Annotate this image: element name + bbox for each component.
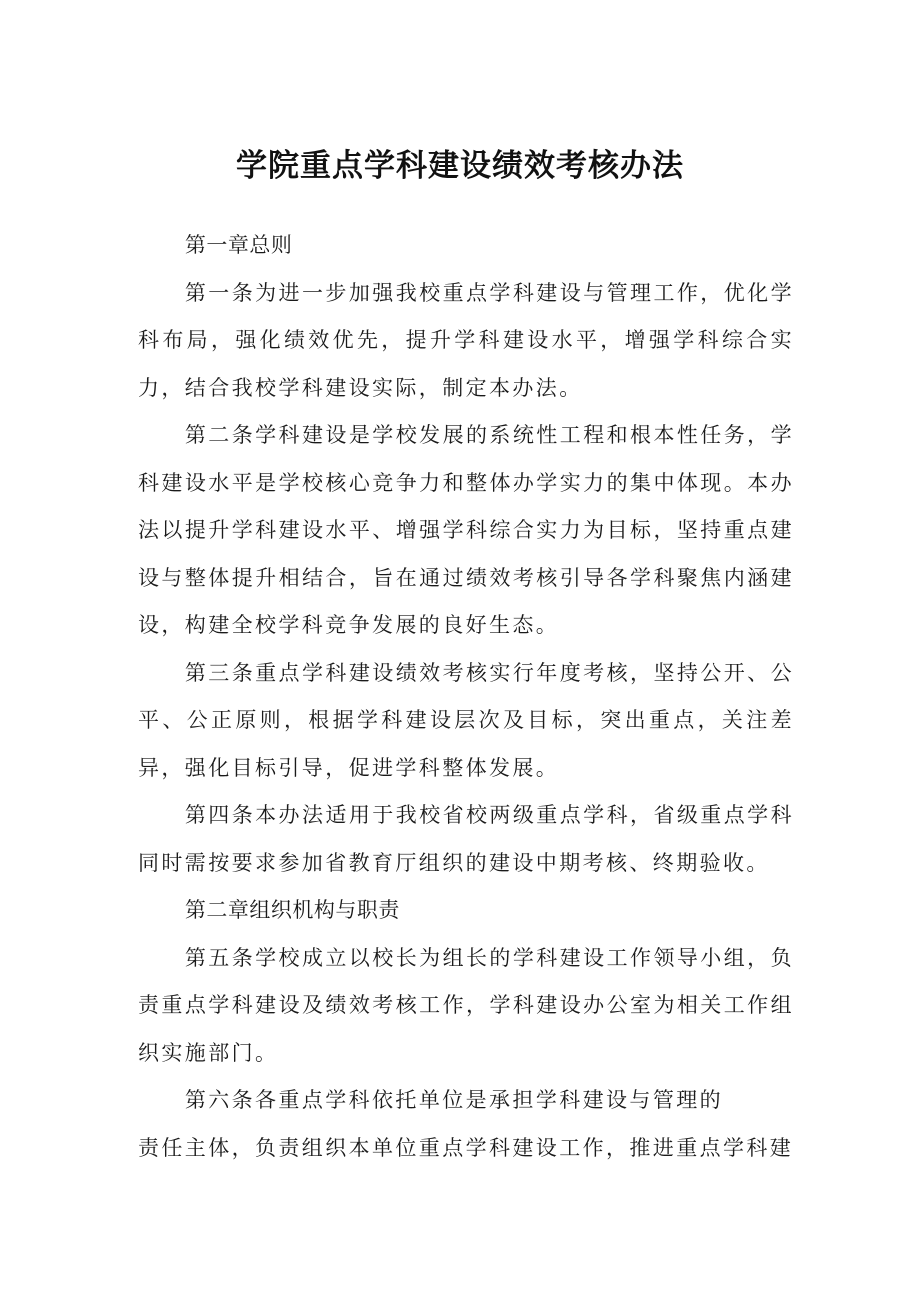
article-6-paragraph-continuation: 责任主体，负责组织本单位重点学科建设工作，推进重点学科建 [138,1135,794,1160]
article-5-paragraph: 第五条学校成立以校长为组长的学科建设工作领导小组，负责重点学科建设及绩效考核工作，学科建设办公室为相关工作组织实施部门。 [138,945,794,1065]
document-body [138,222,794,1172]
article-1-paragraph: 第一条为进一步加强我校重点学科建设与管理工作，优化学科布局，强化绩效优先，提升学科建设水平，增强学科综合实力，结合我校学科建设实际，制定本办法。 [138,280,794,400]
article-6-paragraph-start: 第六条各重点学科依托单位是承担学科建设与管理的 [184,1088,724,1112]
article-4-paragraph: 第四条本办法适用于我校省校两级重点学科，省级重点学科同时需按要求参加省教育厅组织的建设中期考核、终期验收。 [138,803,794,875]
chapter-heading-2: 第二章组织机构与职责 [184,898,400,922]
article-3-paragraph: 第三条重点学科建设绩效考核实行年度考核，坚持公开、公平、公正原则，根据学科建设层次及目标，突出重点，关注差异，强化目标引导，促进学科整体发展。 [138,660,794,780]
document-title: 学院重点学科建设绩效考核办法 [236,148,684,184]
chapter-heading-1: 第一章总则 [184,233,293,257]
article-2-paragraph: 第二条学科建设是学校发展的系统性工程和根本性任务，学科建设水平是学校核心竞争力和整体办学实力的集中体现。本办法以提升学科建设水平、增强学科综合实力为目标，坚持重点建设与整体提升相结合，旨在通过绩效考核引导各学科聚焦内涵建设，构建全校学科竞争发展的良好生态。 [138,423,794,637]
